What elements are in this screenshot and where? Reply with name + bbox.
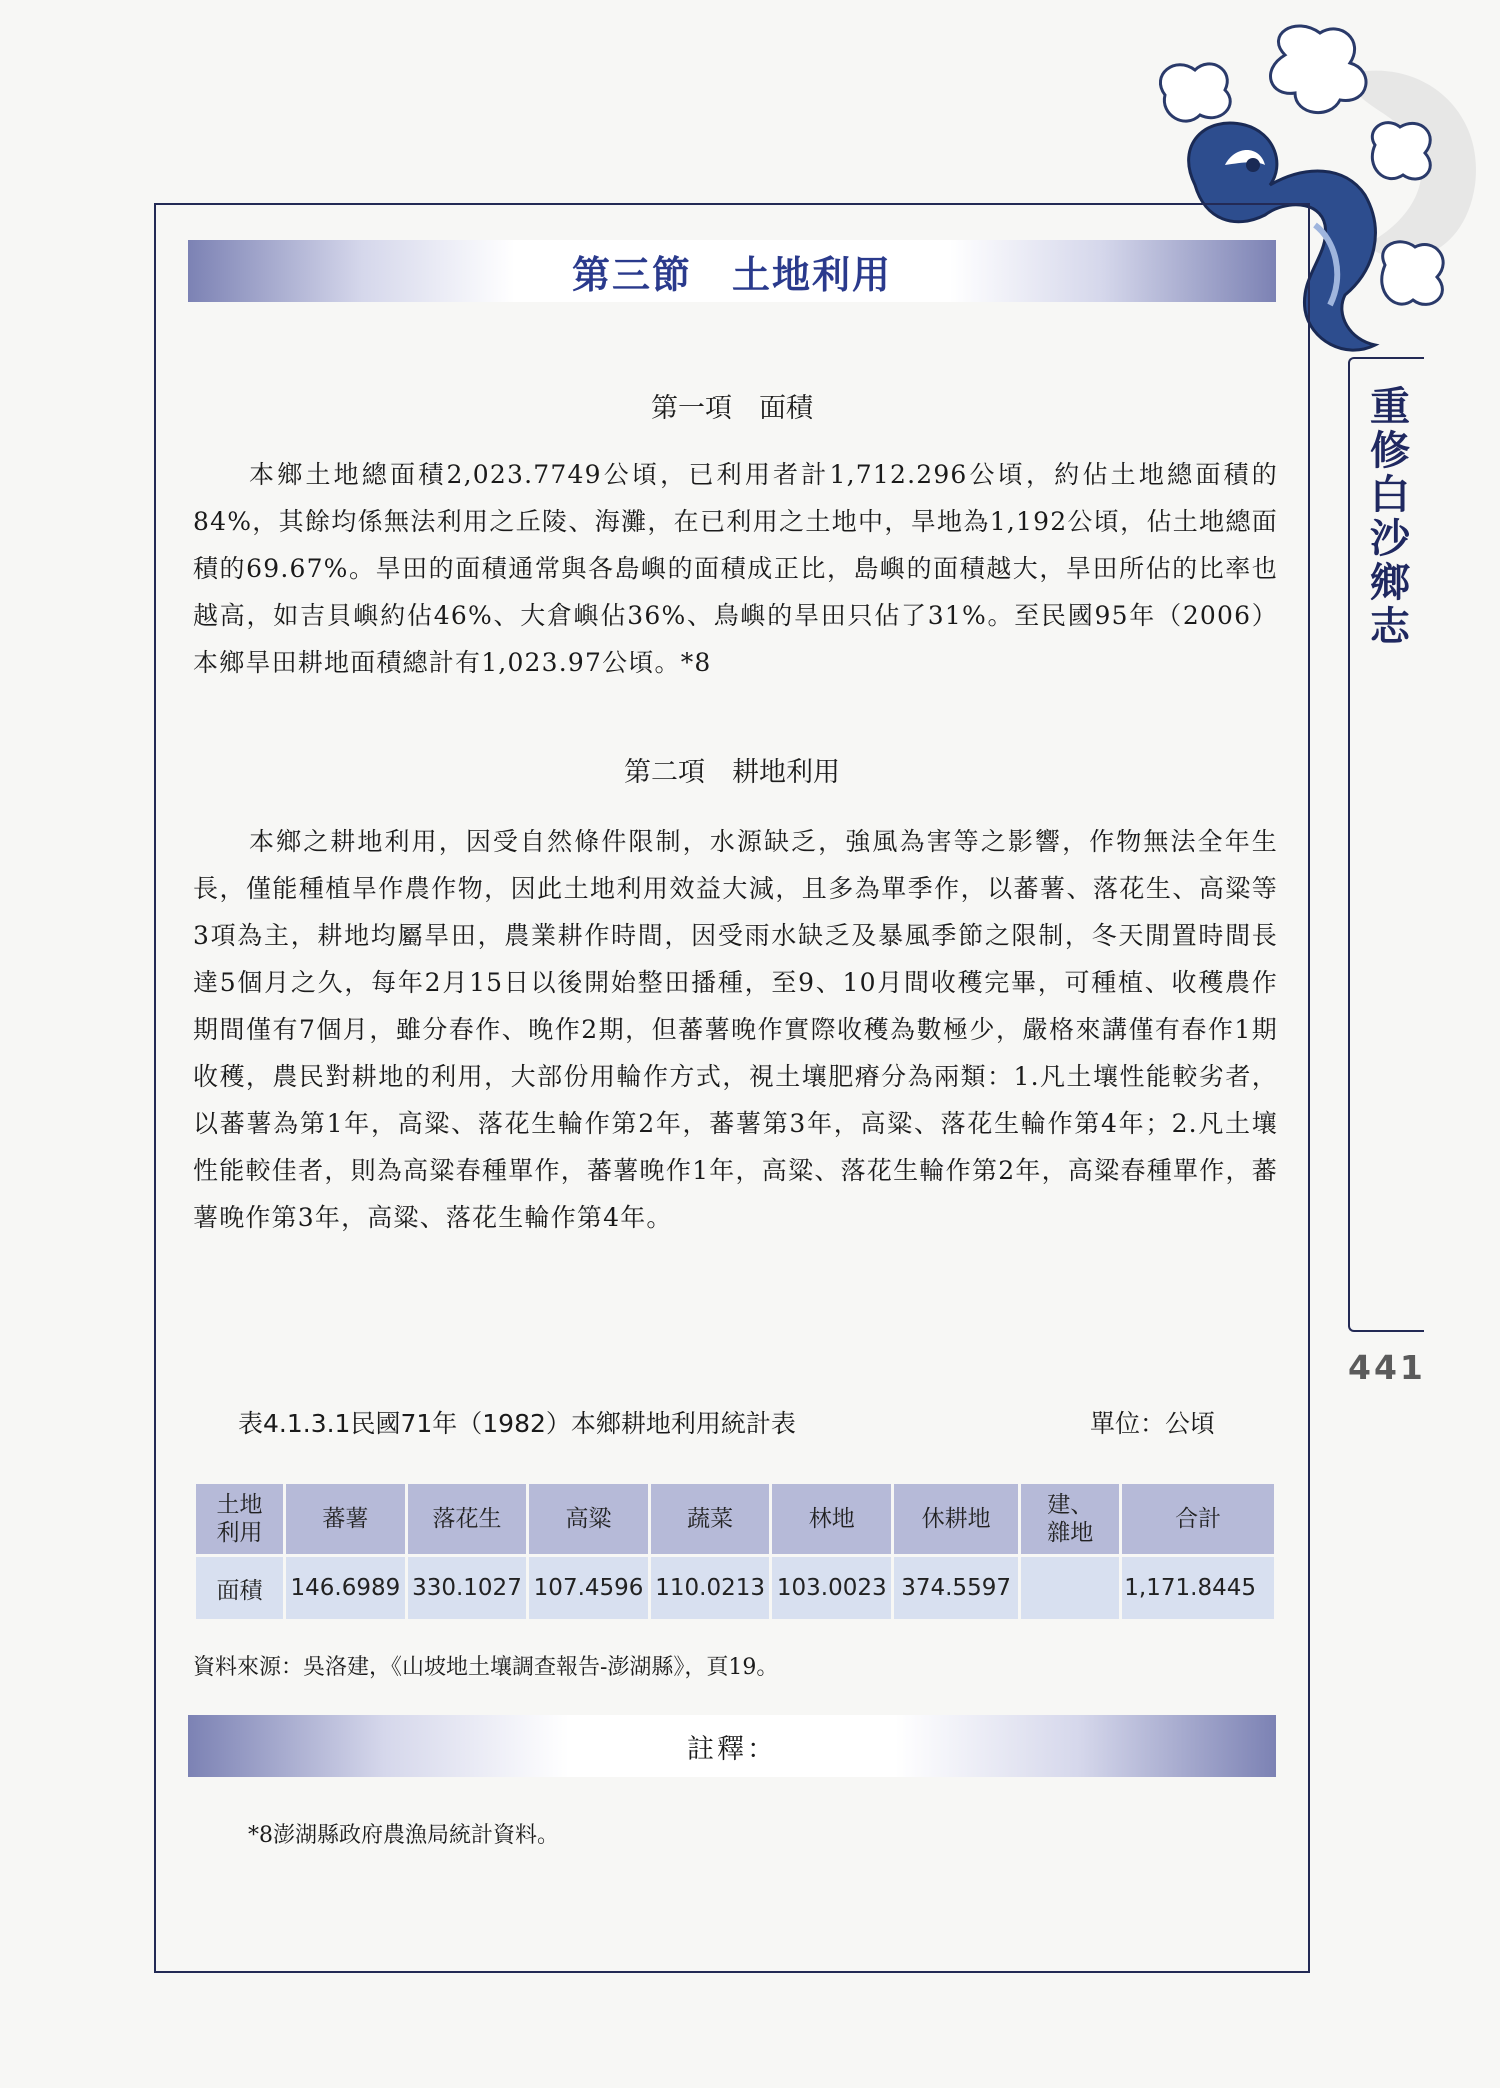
table-header-cell: 建、 雜地 — [1021, 1484, 1119, 1554]
book-title: 重修白沙鄉志 — [1363, 385, 1411, 649]
table-source: 資料來源：吳洛建，《山坡地土壤調查報告-澎湖縣》，頁19。 — [193, 1655, 779, 1680]
table-cell: 103.0023 — [772, 1557, 891, 1619]
table-header-cell: 合計 — [1122, 1484, 1274, 1554]
section-title-bar — [188, 240, 1276, 302]
table-cell: 107.4596 — [529, 1557, 648, 1619]
table-caption: 表4.1.3.1民國71年（1982）本鄉耕地利用統計表 — [238, 1409, 796, 1438]
page-number: 441 — [1348, 1348, 1426, 1387]
table-cell: 146.6989 — [286, 1557, 405, 1619]
footnote-item: *8澎湖縣政府農漁局統計資料。 — [248, 1823, 559, 1848]
table-row — [196, 1557, 1274, 1619]
subsection-1-paragraph: 本鄉土地總面積2,023.7749公頃，已利用者計1,712.296公頃，約佔土地總面積的84%，其餘均係無法利用之丘陵、海灘，在已利用之土地中，旱地為1,192公頃，佔土地總面積的69.67%。旱田的面積通常與各島嶼的面積成正比，島嶼的面積越大，旱田所佔的比率也越高，如吉貝嶼約佔46%、大倉嶼佔36%、鳥嶼的旱田只佔了31%。至民國95年（2006）本鄉旱田耕地面積總計有1,023.97公頃。*8 — [193, 460, 1278, 677]
table-header-cell: 林地 — [772, 1484, 891, 1554]
table-header-row — [196, 1484, 1274, 1554]
table-header-cell: 蔬菜 — [651, 1484, 770, 1554]
table-cell: 面積 — [196, 1557, 283, 1619]
table-header-cell: 土地 利用 — [196, 1484, 283, 1554]
table-cell: 110.0213 — [651, 1557, 770, 1619]
side-title-tab — [1348, 357, 1424, 1332]
table-unit: 單位：公頃 — [1090, 1409, 1216, 1438]
table-header-cell: 落花生 — [408, 1484, 527, 1554]
table-cell: 1,171.8445 — [1122, 1557, 1274, 1619]
subsection-1-heading: 第一項 面積 — [651, 393, 813, 424]
table-cell — [1021, 1557, 1119, 1619]
notes-heading-bar — [188, 1715, 1276, 1777]
table-header-cell: 蕃薯 — [286, 1484, 405, 1554]
table-cell: 330.1027 — [408, 1557, 527, 1619]
subsection-2-heading: 第二項 耕地利用 — [624, 757, 840, 788]
table-header-cell: 休耕地 — [894, 1484, 1018, 1554]
subsection-2-paragraph: 本鄉之耕地利用，因受自然條件限制，水源缺乏，強風為害等之影響，作物無法全年生長，僅能種植旱作農作物，因此土地利用效益大減，且多為單季作，以蕃薯、落花生、高粱等3項為主，耕地均屬旱田，農業耕作時間，因受雨水缺乏及暴風季節之限制，冬天閒置時間長達5個月之久，每年2月15日以後開始整田播種，至9、10月間收穫完畢，可種植、收穫農作期間僅有7個月，雖分春作、晚作2期，但蕃薯晚作實際收穫為數極少，嚴格來講僅有春作1期收穫，農民對耕地的利用，大部份用輪作方式，視土壤肥瘠分為兩類：1.凡土壤性能較劣者，以蕃薯為第1年，高粱、落花生輪作第2年，蕃薯第3年，高粱、落花生輪作第4年；2.凡土壤性能較佳者，則為高粱春種單作，蕃薯晚作1年，高粱、落花生輪作第2年，高粱春種單作，蕃薯晚作第3年，高粱、落花生輪作第4年。 — [193, 827, 1278, 1232]
table-cell: 374.5597 — [894, 1557, 1018, 1619]
section-title: 第三節 土地利用 — [571, 251, 892, 297]
table-header-cell: 高粱 — [529, 1484, 648, 1554]
notes-heading: 註釋： — [687, 1733, 777, 1765]
land-use-table — [193, 1481, 1277, 1622]
